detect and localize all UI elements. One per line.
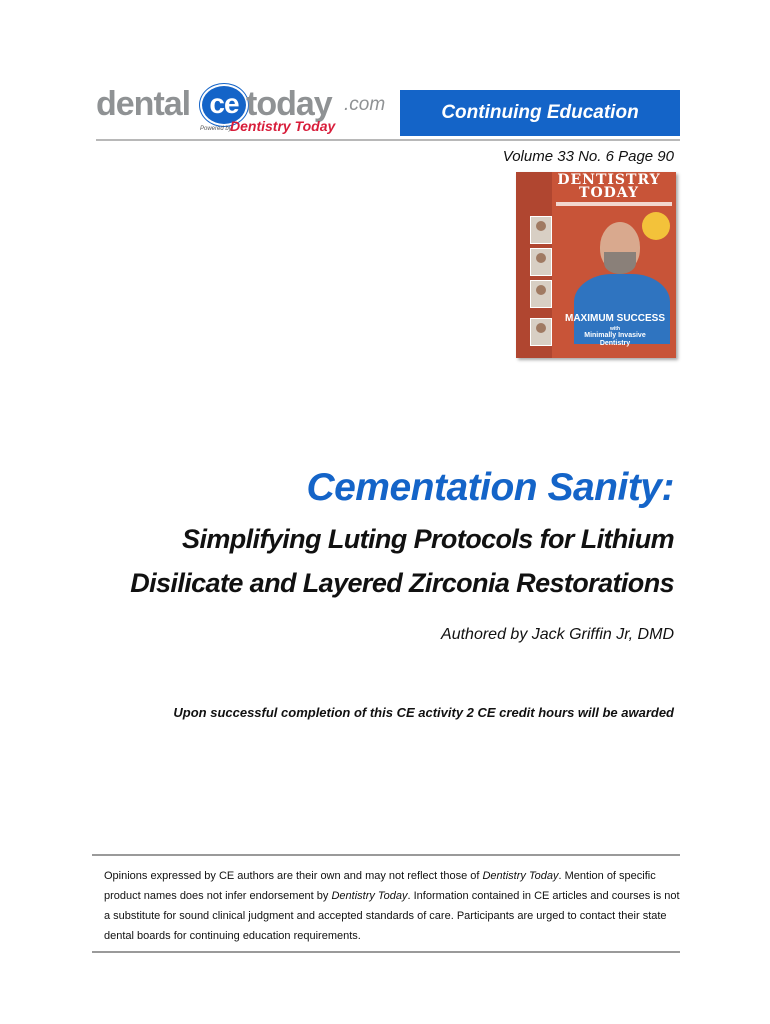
cover-tagline-strip: [556, 202, 672, 206]
cover-masthead: [544, 174, 674, 200]
disclaimer-text: [104, 866, 680, 946]
cover-thumb-portrait: [530, 248, 552, 276]
magazine-cover-image: [516, 172, 676, 358]
cover-thumb-portrait: [530, 216, 552, 244]
cover-masthead-line2: TODAY: [579, 185, 639, 201]
dentalcetoday-logo: [96, 84, 396, 144]
volume-line: Volume 33 No. 6 Page 90: [502, 148, 674, 165]
logo-dentistry-today: Dentistry Today: [230, 118, 336, 134]
article-subtitle: [34, 517, 674, 605]
continuing-education-banner: Continuing Education: [400, 90, 680, 136]
cover-sub-line2: Dentistry: [599, 340, 631, 347]
cover-portrait-beard: [604, 252, 636, 274]
cover-thumb-portrait: [530, 280, 552, 308]
article-subtitle-line2: Disilicate and Layered Zirconia Restorations: [130, 568, 674, 598]
disclaimer-part2: . Mention of specific product names does not infer endorsement by: [104, 870, 656, 902]
disclaimer-part3: . Information contained in CE articles and courses is not a substitute for sound clinical judgment and accepted standards of care. Participants are urged to contact their state dental boards for continuing education requirements.: [104, 890, 680, 942]
article-title: Cementation Sanity:: [306, 466, 674, 509]
cover-masthead-line1: DENTISTRY: [557, 172, 661, 188]
disclaimer-bottom-rule: [92, 951, 680, 953]
logo-powered-by: Powered by: [200, 126, 232, 132]
credit-hours-note: Upon successful completion of this CE activity 2 CE credit hours will be awarded: [173, 705, 674, 720]
disclaimer-publication-2: Dentistry Today: [331, 890, 408, 902]
disclaimer-top-rule: [92, 854, 680, 856]
cover-portrait: [574, 222, 670, 302]
disclaimer-part1: Opinions expressed by CE authors are their own and may not reflect those of: [104, 870, 483, 882]
logo-ce-circle: ce: [200, 84, 248, 126]
cover-headline: MAXIMUM SUCCESS: [564, 313, 665, 324]
cover-thumb-portrait: [530, 318, 552, 346]
article-subtitle-line1: Simplifying Luting Protocols for Lithium: [182, 524, 674, 554]
logo-word-dental: dental: [96, 85, 191, 123]
disclaimer-publication-1: Dentistry Today: [482, 870, 559, 882]
logo-dotcom: .com: [344, 94, 386, 115]
article-author: Authored by Jack Griffin Jr, DMD: [441, 626, 674, 643]
logo-word-today: today: [246, 85, 332, 123]
cover-subheadline: [556, 326, 674, 348]
header-divider: [96, 139, 680, 141]
cover-sub-line1: Minimally Invasive: [584, 332, 646, 339]
cover-sub-with: with: [610, 326, 620, 332]
